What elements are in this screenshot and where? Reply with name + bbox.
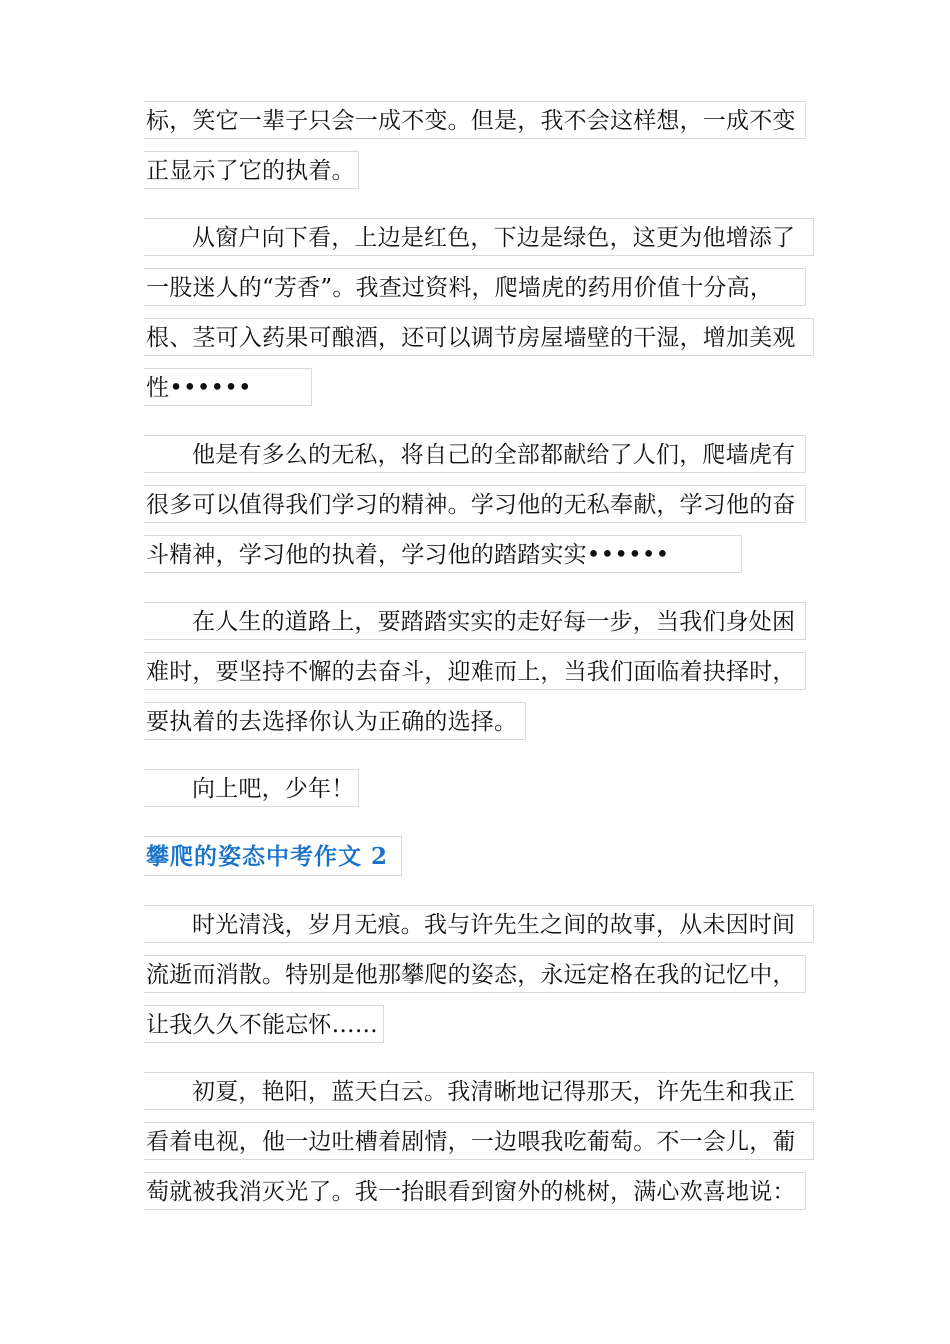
section2-paragraph-2-line-3: 萄就被我消灭光了。我一抬眼看到窗外的桃树，满心欢喜地说： [144,1172,806,1210]
paragraph-5-line-1: 向上吧，少年！ [144,769,359,807]
paragraph-3-line-3: 斗精神，学习他的执着，学习他的踏踏实实•••••• [144,535,742,573]
paragraph-3-line-2: 很多可以值得我们学习的精神。学习他的无私奉献，学习他的奋 [144,485,806,523]
paragraph-2-line-1: 从窗户向下看，上边是红色，下边是绿色，这更为他增添了 [144,218,814,256]
paragraph-1-line-1: 标，笑它一辈子只会一成不变。但是，我不会这样想，一成不变 [144,101,806,139]
section2-paragraph-1-line-2: 流逝而消散。特别是他那攀爬的姿态，永远定格在我的记忆中， [144,955,806,993]
paragraph-4-line-2: 难时，要坚持不懈的去奋斗，迎难而上，当我们面临着抉择时， [144,652,806,690]
paragraph-3-line-1: 他是有多么的无私，将自己的全部都献给了人们，爬墙虎有 [144,435,806,473]
paragraph-2-line-3: 根、茎可入药果可酿酒，还可以调节房屋墙壁的干湿，增加美观 [144,318,814,356]
section2-paragraph-1-line-3: 让我久久不能忘怀…… [144,1005,384,1043]
section2-paragraph-2-line-2: 看着电视，他一边吐槽着剧情，一边喂我吃葡萄。不一会儿，葡 [144,1122,814,1160]
section2-paragraph-1-line-1: 时光清浅，岁月无痕。我与许先生之间的故事，从未因时间 [144,905,814,943]
paragraph-4-line-1: 在人生的道路上，要踏踏实实的走好每一步，当我们身处困 [144,602,806,640]
paragraph-2-line-2: 一股迷人的“芳香”。我查过资料，爬墙虎的药用价值十分高， [144,268,806,306]
section2-paragraph-2-line-1: 初夏，艳阳，蓝天白云。我清晰地记得那天，许先生和我正 [144,1072,814,1110]
section-heading: 攀爬的姿态中考作文 2 [144,836,402,876]
paragraph-4-line-3: 要执着的去选择你认为正确的选择。 [144,702,526,740]
paragraph-1-line-2: 正显示了它的执着。 [144,151,359,189]
paragraph-2-line-4: 性•••••• [144,368,312,406]
